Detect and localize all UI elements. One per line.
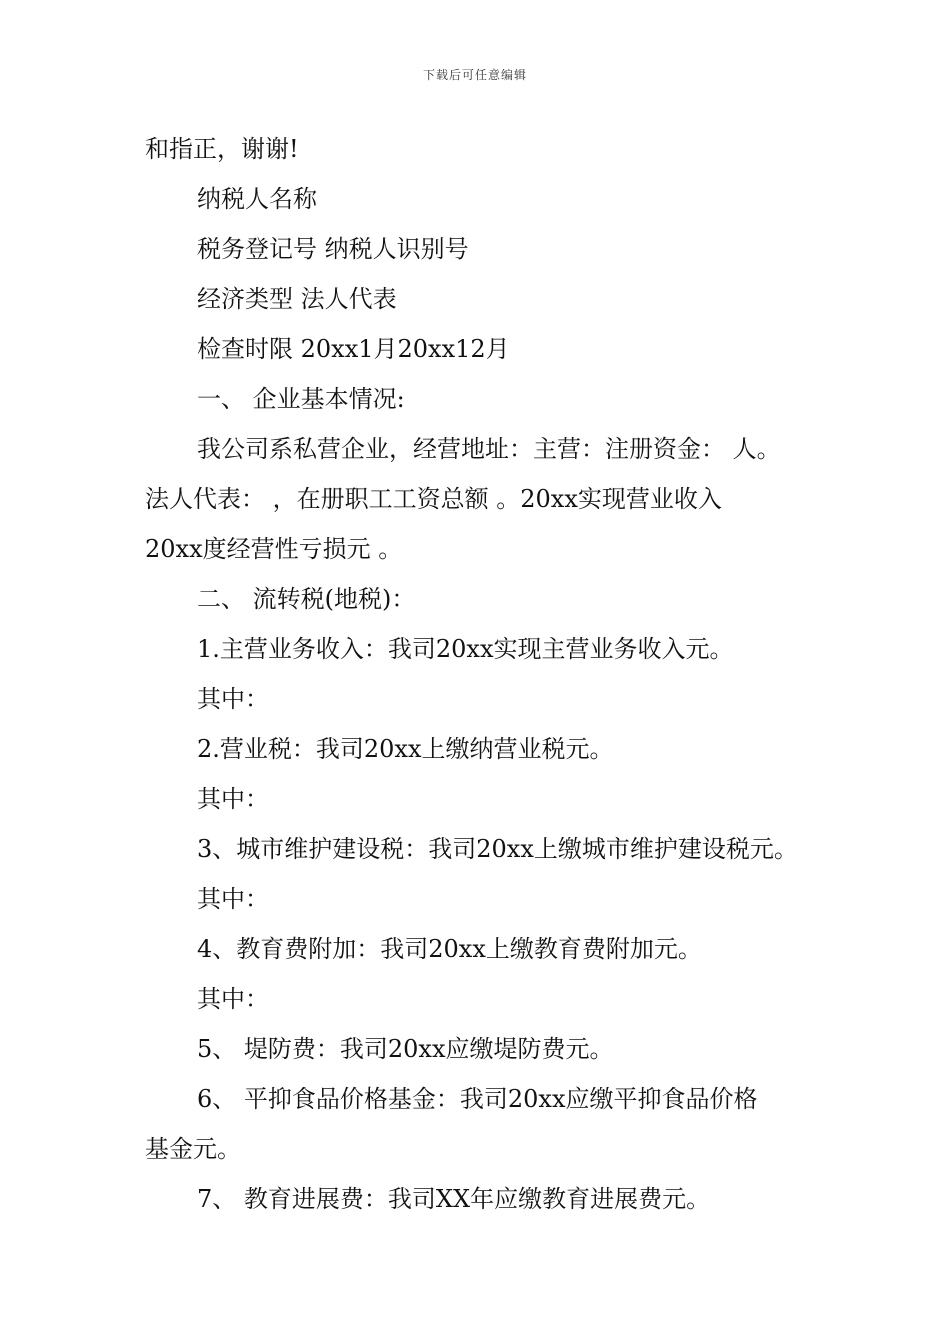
text-line: 和指正，谢谢!: [145, 135, 299, 163]
list-item: 1.主营业务收入：我司20xx实现主营业务收入元。: [197, 635, 734, 663]
list-item: 3、城市维护建设税：我司20xx上缴城市维护建设税元。: [197, 835, 798, 863]
paragraph-line: 我公司系私营企业，经营地址：主营：注册资金： 人。: [197, 435, 781, 463]
text-line: 其中：: [197, 685, 269, 713]
inspection-period-label: 检查时限 20xx1月20xx12月: [197, 335, 510, 363]
economic-type-label: 经济类型 法人代表: [197, 285, 397, 313]
taxpayer-name-label: 纳税人名称: [197, 185, 317, 213]
text-line: 其中：: [197, 785, 269, 813]
text-line: 基金元。: [145, 1135, 241, 1163]
list-item: 7、 教育进展费：我司XX年应缴教育进展费元。: [197, 1185, 711, 1213]
section-heading-1: 一、 企业基本情况:: [197, 385, 405, 413]
page-header: 下载后可任意编辑: [422, 68, 527, 82]
list-item: 2.营业税：我司20xx上缴纳营业税元。: [197, 735, 614, 763]
text-line: 其中：: [197, 985, 269, 1013]
section-heading-2: 二、 流转税(地税)：: [197, 585, 416, 613]
tax-registration-label: 税务登记号 纳税人识别号: [197, 235, 469, 263]
document-body: [145, 124, 815, 1224]
list-item: 4、教育费附加：我司20xx上缴教育费附加元。: [197, 935, 702, 963]
text-line: 其中：: [197, 885, 269, 913]
list-item: 6、 平抑食品价格基金：我司20xx应缴平抑食品价格: [197, 1085, 758, 1113]
paragraph-line: 20xx度经营性亏损元 。: [145, 535, 403, 563]
paragraph-line: 法人代表： ，在册职工工资总额 。20xx实现营业收入: [145, 485, 722, 513]
list-item: 5、 堤防费：我司20xx应缴堤防费元。: [197, 1035, 614, 1063]
